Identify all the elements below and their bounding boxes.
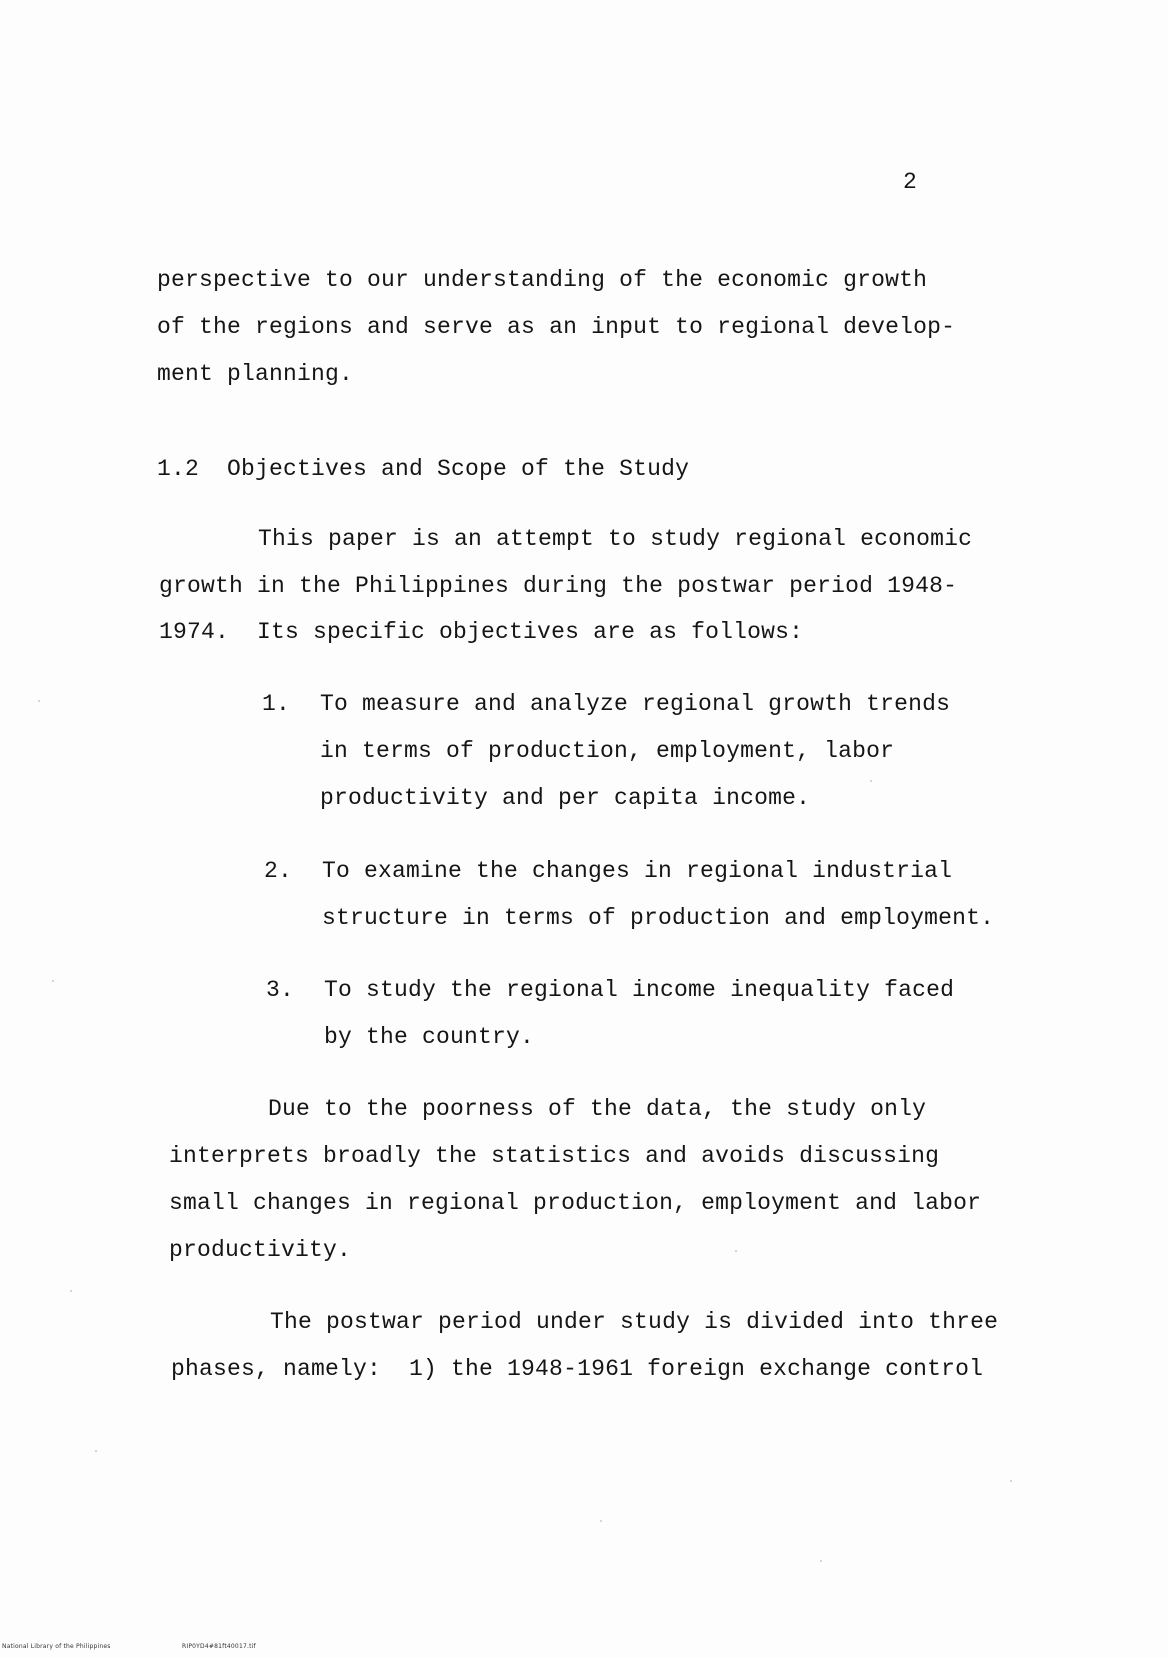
footer-library-name: National Library of the Philippines [2, 1643, 111, 1650]
objective-line: in terms of production, employment, labor [320, 738, 895, 764]
objective-number: 3. [266, 977, 295, 1003]
paragraph-line: phases, namely: 1) the 1948-1961 foreign exchange control [171, 1356, 984, 1382]
scan-speck [1010, 1480, 1012, 1482]
objective-line: structure in terms of production and employment. [322, 905, 995, 931]
paragraph-line: The postwar period under study is divided into three [270, 1309, 999, 1335]
objective-number: 2. [264, 858, 293, 884]
objective-line: by the country. [324, 1024, 535, 1050]
scan-speck [600, 1520, 602, 1522]
paragraph-line: productivity. [169, 1237, 352, 1263]
objective-number: 1. [262, 691, 291, 717]
scan-speck [70, 1290, 72, 1292]
paragraph-line: Due to the poorness of the data, the study only [268, 1096, 927, 1122]
objective-line: productivity and per capita income. [320, 785, 811, 811]
scan-speck [52, 980, 54, 982]
footer-file-id: RIP0YD4#81ft40017.tif [182, 1643, 256, 1650]
page-number: 2 [903, 169, 918, 195]
objective-line: To study the regional income inequality faced [324, 977, 955, 1003]
paragraph-line: small changes in regional production, employment and labor [169, 1190, 982, 1216]
scan-speck [735, 1250, 737, 1252]
scan-speck [95, 1450, 97, 1452]
scan-speck [820, 1560, 822, 1562]
scan-speck [38, 700, 40, 702]
intro-line: of the regions and serve as an input to regional develop- [157, 314, 956, 340]
objective-line: To measure and analyze regional growth trends [320, 691, 951, 717]
section-heading: 1.2 Objectives and Scope of the Study [157, 456, 690, 482]
objective-line: To examine the changes in regional industrial [322, 858, 953, 884]
paragraph-line: This paper is an attempt to study regional economic [258, 526, 973, 552]
paragraph-line: growth in the Philippines during the postwar period 1948- [159, 573, 958, 599]
intro-line: ment planning. [157, 361, 354, 387]
paragraph-line: 1974. Its specific objectives are as follows: [159, 619, 804, 645]
paragraph-line: interprets broadly the statistics and avoids discussing [169, 1143, 940, 1169]
intro-line: perspective to our understanding of the economic growth [157, 267, 928, 293]
scan-speck [870, 780, 872, 782]
